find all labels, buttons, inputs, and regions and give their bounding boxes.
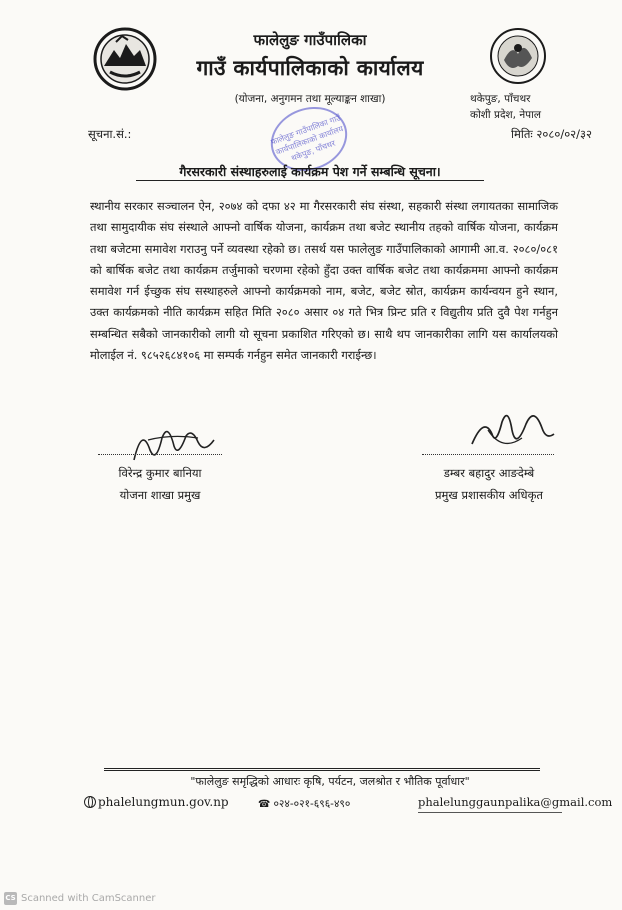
address-line2: कोशी प्रदेश, नेपाल: [470, 109, 541, 121]
left-signatory-title: योजना शाखा प्रमुख: [119, 488, 201, 502]
emblem-icon: [92, 26, 158, 92]
footer-rule: [104, 768, 540, 771]
logo-icon: [488, 26, 548, 86]
org-name: फालेलुङ गाउँपालिका: [253, 31, 367, 49]
notice-number-label: सूचना.सं.:: [88, 127, 132, 141]
notice-body: स्थानीय सरकार सञ्चालन ऐन, २०७४ को दफा ४२ मा गैरसरकारी संघ संस्था, सहकारी संस्था लगायतका सामाजिक तथा सामुदायीक संघ संस्थाले आफ्नो वार्षिक योजना, कार्यक्रम तथा बजेट स्थानीय तहको वार्षिक योजना, कार्यक्रम तथा बजेटमा समावेश गराउनु पर्ने व्यवस्था रहेको छ। तसर्थ यस फालेलुङ गाउँपालिकाको आगामी आ.व. २०८०/०८१ को बार्षिक बजेट तथा कार्यक्रम तर्जुमाको चरणमा रहेको हुँदा उक्त वार्षिक बजेट तथा कार्यक्रममा आफ्नो कार्यक्रम समावेश गर्न ईच्छुक संघ सस्थाहरुले आफ्नो कार्यक्रमको नाम, बजेट, बजेट स्रोत, कार्यक्रम कार्यन्वयन हुने स्थान, उक्त कार्यक्रमको नीति कार्यक्रम सहित मिति २०८० असार ०४ गते भित्र प्रिन्ट प्रति र विद्युतीय प्रति दुवै पेश गर्नहुन सम्बन्धित सबैको जानकारीको लागी यो सूचना प्रकाशित गरिएको छ। साथै थप जानकारीका लागि यस कार्यालयको मोलाईल नं. ९८५२६८४१०६ मा सम्पर्क गर्नहुन समेत जानकारी गराईन्छ।: [90, 199, 558, 363]
office-name: गाउँ कार्यपालिकाको कार्यालय: [196, 56, 424, 80]
left-signatory-name: विरेन्द्र कुमार बानिया: [118, 466, 202, 480]
notice-date: मितिः २०८०/०२/३२: [511, 127, 592, 141]
notice-subject: गैरसरकारी संस्थाहरुलाई कार्यक्रम पेश गर्ने सम्बन्धि सूचना।: [179, 164, 441, 179]
footer-motto: "फालेलुङ समृद्धिको आधारः कृषि, पर्यटन, जलश्रोत र भौतिक पूर्वाधार": [190, 775, 470, 788]
email-text[interactable]: phalelunggaunpalika@gmail.com: [418, 795, 613, 809]
phone-text: ०२४-०२१-६९६-४९०: [273, 798, 351, 810]
subject-underline: [136, 180, 484, 181]
globe-icon: [84, 796, 96, 808]
website-text[interactable]: phalelungmun.gov.np: [98, 795, 229, 809]
scanner-watermark: [4, 892, 156, 905]
scanner-text: Scanned with CamScanner: [21, 893, 156, 904]
left-signature: [128, 420, 218, 466]
footer-email[interactable]: [418, 795, 612, 809]
footer-website[interactable]: [84, 795, 229, 809]
branch-name: (योजना, अनुगमन तथा मूल्याङ्कन शाखा): [234, 93, 386, 105]
office-stamp: फालेलुङ गाउँपालिका गाउँ कार्यपालिकाको कार्यालय थकेपुङ, पाँचथर: [262, 97, 357, 182]
email-underline: [418, 812, 562, 813]
right-signatory-title: प्रमुख प्रशासकीय अधिकृत: [435, 488, 543, 502]
left-signature-line: [98, 454, 222, 455]
footer-phone: [258, 797, 350, 811]
right-signatory-name: डम्बर बहादुर आङदेम्बे: [443, 466, 535, 480]
right-signature: [462, 400, 558, 460]
address-line1: थकेपुङ, पाँचथर: [470, 93, 531, 105]
camscanner-icon: CS: [4, 892, 17, 905]
phone-icon: ☎: [258, 798, 271, 810]
right-signature-line: [422, 454, 554, 455]
